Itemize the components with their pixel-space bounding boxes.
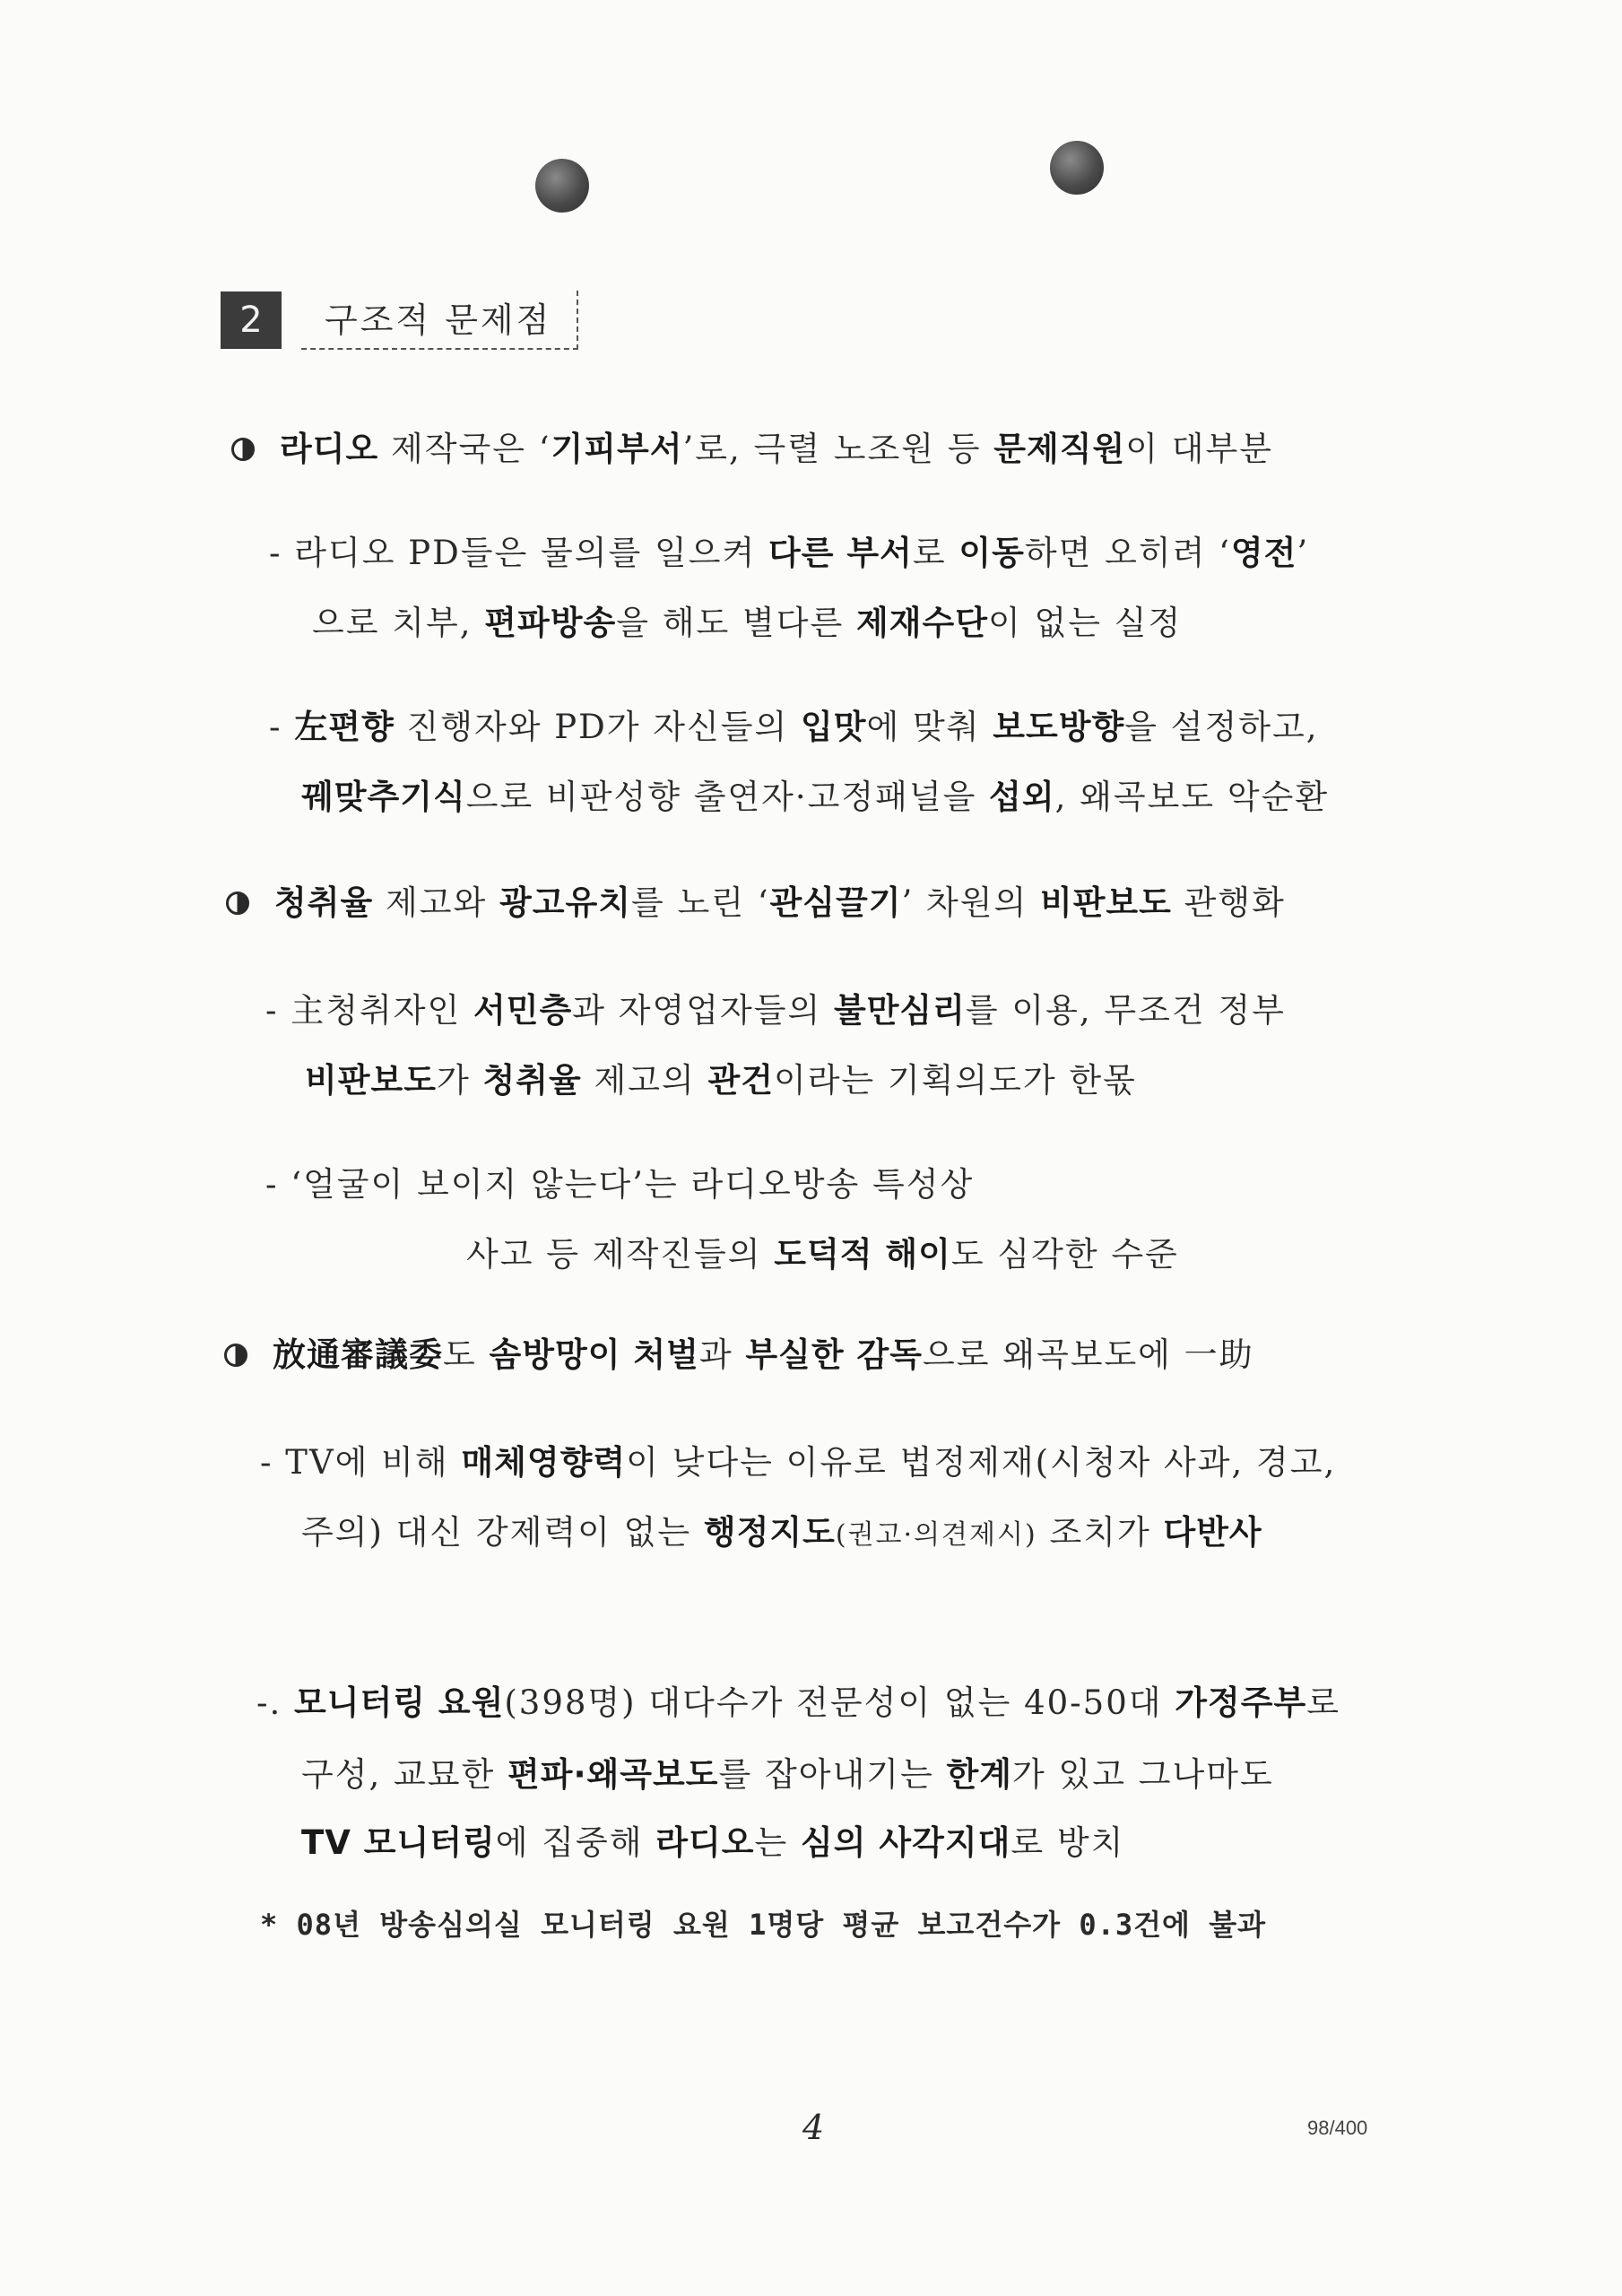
emphasis: 편파·왜곡보도 <box>507 1755 719 1794</box>
sub-item-2-1-line-1 <box>265 991 1286 1030</box>
half-circle-bullet-icon <box>226 891 249 915</box>
punch-hole-left <box>535 159 589 213</box>
text: ’로, 극렬 노조원 등 <box>682 430 994 468</box>
section-title-box <box>301 291 578 350</box>
emphasis: 서민층 <box>473 991 573 1030</box>
text: 을 설정하고, <box>1124 708 1319 746</box>
emphasis: 放通審議委 <box>273 1335 443 1374</box>
sub-item-3-2-line-2 <box>301 1755 1274 1794</box>
bullet-line-1 <box>231 430 1273 468</box>
text: ’ <box>1297 534 1310 572</box>
bullet-line-2 <box>226 883 1286 922</box>
text: - TV에 비해 <box>260 1443 462 1482</box>
emphasis: 제재수단 <box>855 604 988 642</box>
text: 도 심각한 수준 <box>950 1235 1179 1274</box>
emphasis: 심의 사각지대 <box>800 1823 1011 1862</box>
text: 로 방치 <box>1010 1823 1125 1862</box>
text: 하면 오히려 ‘ <box>1024 534 1231 572</box>
text: -. <box>256 1683 295 1722</box>
text: 사고 등 제작진들의 <box>466 1235 775 1274</box>
text: 를 노린 ‘ <box>630 883 770 922</box>
text: 로 <box>1306 1683 1340 1722</box>
emphasis: TV 모니터링 <box>301 1823 496 1862</box>
text: 이라는 기획의도가 한몫 <box>773 1061 1137 1100</box>
punch-hole-right <box>1050 141 1104 195</box>
text: 이 대부분 <box>1125 430 1273 468</box>
text: , 왜곡보도 악순환 <box>1054 778 1330 816</box>
text: - 主청취자인 <box>265 991 473 1030</box>
sub-item-3-2-line-3 <box>301 1823 1125 1862</box>
section-heading <box>221 291 578 350</box>
emphasis: 관건 <box>707 1061 774 1100</box>
page-counter: 98/400 <box>1307 2117 1368 2139</box>
text: 제고의 <box>581 1061 708 1100</box>
text: - ‘얼굴이 보이지 않는다’는 라디오방송 특성상 <box>265 1165 975 1204</box>
sub-item-3-1-line-1 <box>260 1443 1337 1482</box>
sub-item-1-2-line-2 <box>301 778 1330 816</box>
emphasis: 비판보도 <box>305 1061 437 1100</box>
sub-item-3-1-line-2 <box>301 1513 1262 1552</box>
text: 진행자와 PD가 자신들의 <box>394 708 802 746</box>
text: 관행화 <box>1171 883 1286 922</box>
emphasis: 섭외 <box>989 778 1055 816</box>
sub-item-3-2-line-1 <box>256 1683 1340 1722</box>
text: 으로 왜곡보도에 一助 <box>922 1335 1254 1374</box>
text: 주의) 대신 강제력이 없는 <box>301 1513 704 1552</box>
emphasis: 모니터링 요원 <box>294 1683 505 1722</box>
text: 조치가 <box>1037 1513 1164 1552</box>
text: 도 <box>443 1335 490 1374</box>
text: 제작국은 ‘ <box>378 430 551 468</box>
text: 가 <box>436 1061 483 1100</box>
sub-item-2-2-line-1 <box>265 1165 975 1204</box>
text: - 라디오 PD들은 물의를 일으켜 <box>269 534 769 572</box>
text: 에 집중해 <box>495 1823 656 1862</box>
sub-item-1-1-line-1 <box>269 536 1309 570</box>
text: 으로 비판성향 출연자·고정패널을 <box>465 778 990 816</box>
emphasis: 꿰맞추기식 <box>301 778 466 816</box>
text: 을 해도 별다른 <box>616 604 856 642</box>
emphasis: 부실한 감독 <box>745 1335 923 1374</box>
sub-item-1-2-line-1 <box>269 710 1318 744</box>
sub-item-1-1-line-2 <box>312 604 1183 642</box>
text: 과 자영업자들의 <box>572 991 834 1030</box>
emphasis: 청취율 <box>482 1061 582 1100</box>
text: 를 잡아내기는 <box>718 1755 947 1794</box>
emphasis: 행정지도 <box>703 1513 836 1552</box>
text: (권고·의견제시) <box>835 1519 1037 1551</box>
section-title: 구조적 문제점 <box>325 300 552 340</box>
sub-item-2-2-line-2 <box>466 1235 1179 1274</box>
emphasis: 기피부서 <box>551 430 683 468</box>
emphasis: 비판보도 <box>1039 883 1172 922</box>
sub-item-2-1-line-2 <box>305 1061 1137 1100</box>
emphasis: 라디오 <box>655 1823 755 1862</box>
emphasis: 다반사 <box>1163 1513 1262 1552</box>
emphasis: 편파방송 <box>484 604 617 642</box>
text: (398명) 대다수가 전문성이 없는 40-50대 <box>504 1683 1175 1722</box>
text: ’ 차원의 <box>901 883 1040 922</box>
emphasis: 불만심리 <box>833 991 966 1030</box>
emphasis: 이동 <box>958 534 1025 572</box>
text: 는 <box>754 1823 801 1862</box>
text: 이 없는 실정 <box>987 604 1183 642</box>
half-circle-bullet-icon <box>224 1344 247 1367</box>
emphasis: 左편향 <box>294 708 395 746</box>
footnote: * 08년 방송심의실 모니터링 요원 1명당 평균 보고건수가 0.3건에 불과 <box>260 1908 1267 1942</box>
emphasis: 청취율 <box>274 883 374 922</box>
text: 으로 치부, <box>312 604 485 642</box>
text: 가 있고 그나마도 <box>1011 1755 1274 1794</box>
page-number: 4 <box>802 2108 825 2147</box>
emphasis: 다른 부서 <box>768 534 913 572</box>
emphasis: 도덕적 해이 <box>774 1235 951 1274</box>
emphasis: 입맛 <box>801 708 867 746</box>
emphasis: 라디오 <box>280 430 379 468</box>
emphasis: 보도방향 <box>993 708 1125 746</box>
emphasis: 매체영향력 <box>461 1443 627 1482</box>
emphasis: 가정주부 <box>1175 1683 1307 1722</box>
text: 과 <box>698 1335 746 1374</box>
bullet-line-3 <box>224 1335 1254 1374</box>
text: 이 낮다는 이유로 법정제재(시청자 사과, 경고, <box>626 1443 1337 1482</box>
emphasis: 광고유치 <box>499 883 631 922</box>
half-circle-bullet-icon <box>231 438 255 461</box>
text: 로 <box>912 534 959 572</box>
emphasis: 문제직원 <box>993 430 1126 468</box>
section-number: 2 <box>221 291 282 349</box>
text: 에 맞춰 <box>866 708 993 746</box>
text: - <box>269 708 295 746</box>
text: 구성, 교묘한 <box>301 1755 507 1794</box>
emphasis: 관심끌기 <box>769 883 902 922</box>
text: 를 이용, 무조건 정부 <box>965 991 1286 1030</box>
emphasis: 한계 <box>946 1755 1012 1794</box>
emphasis: 솜방망이 처벌 <box>489 1335 699 1374</box>
text: 제고와 <box>373 883 499 922</box>
emphasis: 영전 <box>1230 534 1297 572</box>
